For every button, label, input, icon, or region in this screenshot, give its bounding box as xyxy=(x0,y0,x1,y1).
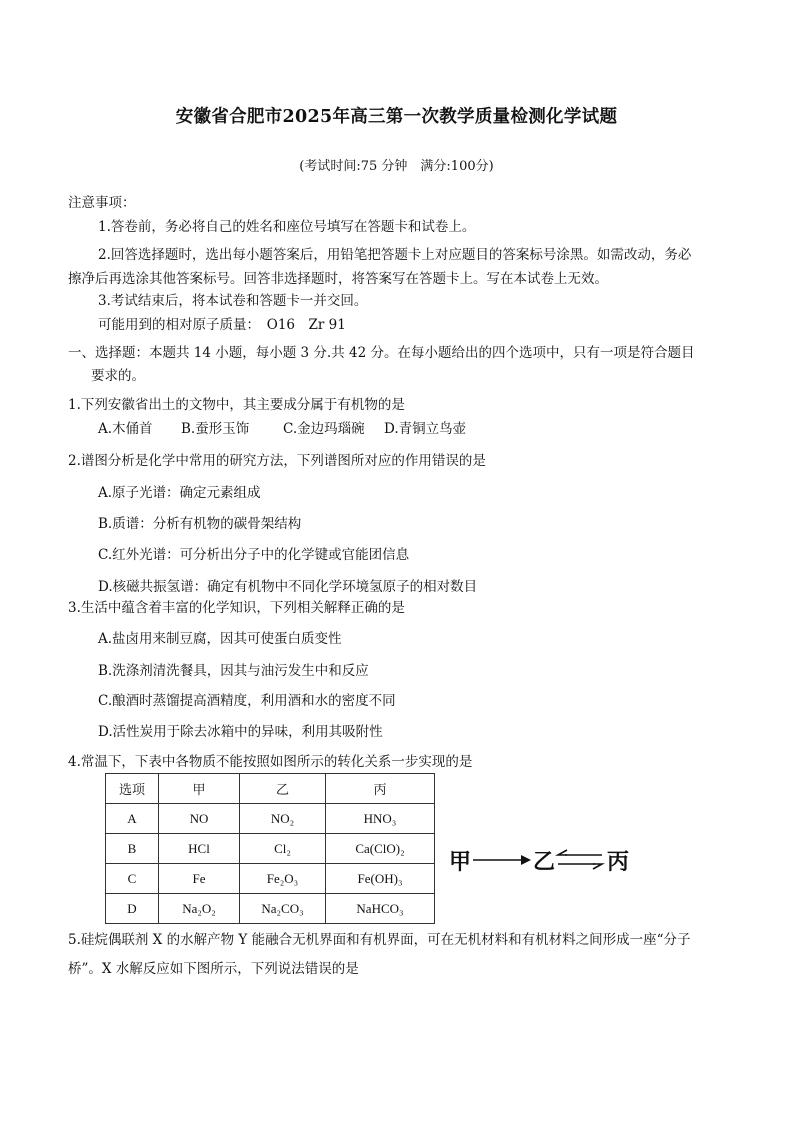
question-2-option-a: A.原子光谱：确定元素组成 xyxy=(98,485,261,501)
section-heading-continued: 要求的。 xyxy=(91,368,145,384)
table-header-cell: 甲 xyxy=(159,774,240,804)
question-4-stem: 4.常温下，下表中各物质不能按照如图所示的转化关系一步实现的是 xyxy=(68,754,473,770)
page-title: 安徽省合肥市2025年高三第一次教学质量检测化学试题 xyxy=(175,107,618,127)
table-cell: D xyxy=(106,894,159,924)
table-cell: Ca(ClO)₂ xyxy=(326,834,435,864)
reversible-arrow-icon xyxy=(555,847,605,873)
question-3-stem: 3.生活中蕴含着丰富的化学知识，下列相关解释正确的是 xyxy=(68,600,405,616)
table-cell: A xyxy=(106,804,159,834)
table-row xyxy=(106,804,435,834)
table-cell: Na₂CO₃ xyxy=(240,894,326,924)
table-cell: NaHCO₃ xyxy=(326,894,435,924)
options-table xyxy=(105,773,435,924)
table-cell: NO₂ xyxy=(240,804,326,834)
note-item: 1.答卷前，务必将自己的姓名和座位号填写在答题卡和试卷上。 xyxy=(98,219,476,235)
question-2-option-b: B.质谱：分析有机物的碳骨架结构 xyxy=(98,516,302,532)
table-cell: HCl xyxy=(159,834,240,864)
atomic-mass-note: 可能用到的相对原子质量： O16 Zr 91 xyxy=(98,317,346,333)
table-cell: NO xyxy=(159,804,240,834)
question-1-option-d: D.青铜立鸟壶 xyxy=(384,421,467,437)
diagram-label-yi: 乙 xyxy=(533,849,556,875)
table-cell: HNO₃ xyxy=(326,804,435,834)
note-item: 3.考试结束后，将本试卷和答题卡一并交回。 xyxy=(98,293,368,309)
table-cell: Fe(OH)₃ xyxy=(326,864,435,894)
table-cell: Cl₂ xyxy=(240,834,326,864)
table-cell: B xyxy=(106,834,159,864)
question-5-stem-continued: 桥”。X 水解反应如下图所示，下列说法错误的是 xyxy=(68,961,359,977)
table-row xyxy=(106,894,435,924)
table-cell: C xyxy=(106,864,159,894)
note-item: 2.回答选择题时，选出每小题答案后，用铅笔把答题卡上对应题目的答案标号涂黑。如需改动，务必 xyxy=(98,247,692,263)
question-1-stem: 1.下列安徽省出土的文物中，其主要成分属于有机物的是 xyxy=(68,397,405,413)
table-header-cell: 选项 xyxy=(106,774,159,804)
table-row xyxy=(106,864,435,894)
notes-heading: 注意事项： xyxy=(68,195,136,211)
table-row xyxy=(106,834,435,864)
table-header-cell: 乙 xyxy=(240,774,326,804)
conversion-diagram xyxy=(449,843,639,877)
diagram-label-bing: 丙 xyxy=(607,849,630,875)
table-header-cell: 丙 xyxy=(326,774,435,804)
question-3-option-a: A.盐卤用来制豆腐，因其可使蛋白质变性 xyxy=(98,631,342,647)
table-cell: Na₂O₂ xyxy=(159,894,240,924)
table-header-row xyxy=(106,774,435,804)
diagram-label-jia: 甲 xyxy=(449,849,472,875)
forward-arrow-icon xyxy=(471,849,533,871)
question-3-option-b: B.洗涤剂清洗餐具，因其与油污发生中和反应 xyxy=(98,663,369,679)
question-2-option-d: D.核磁共振氢谱：确定有机物中不同化学环境氢原子的相对数目 xyxy=(98,579,478,595)
section-heading: 一、选择题：本题共 14 小题，每小题 3 分.共 42 分。在每小题给出的四个选项中，只有一项是符合题目 xyxy=(68,345,695,361)
note-item-continued: 擦净后再选涂其他答案标号。回答非选择题时，将答案写在答题卡上。写在本试卷上无效。 xyxy=(68,271,608,287)
question-3-option-c: C.酿酒时蒸馏提高酒精度，利用酒和水的密度不同 xyxy=(98,693,396,709)
table-cell: Fe₂O₃ xyxy=(240,864,326,894)
question-5-stem: 5.硅烷偶联剂 X 的水解产物 Y 能融合无机界面和有机界面，可在无机材料和有机材料之间形成一座“分子 xyxy=(68,932,691,948)
question-1-option-c: C.金边玛瑙碗 xyxy=(283,421,365,437)
question-2-stem: 2.谱图分析是化学中常用的研究方法，下列谱图所对应的作用错误的是 xyxy=(68,453,486,469)
question-2-option-c: C.红外光谱：可分析出分子中的化学键或官能团信息 xyxy=(98,547,410,563)
question-1-option-b: B.蚕形玉饰 xyxy=(181,421,250,437)
question-3-option-d: D.活性炭用于除去冰箱中的异味，利用其吸附性 xyxy=(98,724,383,740)
table-cell: Fe xyxy=(159,864,240,894)
question-1-option-a: A.木俑首 xyxy=(98,421,153,437)
exam-info: (考试时间:75 分钟 满分:100分) xyxy=(299,159,494,174)
